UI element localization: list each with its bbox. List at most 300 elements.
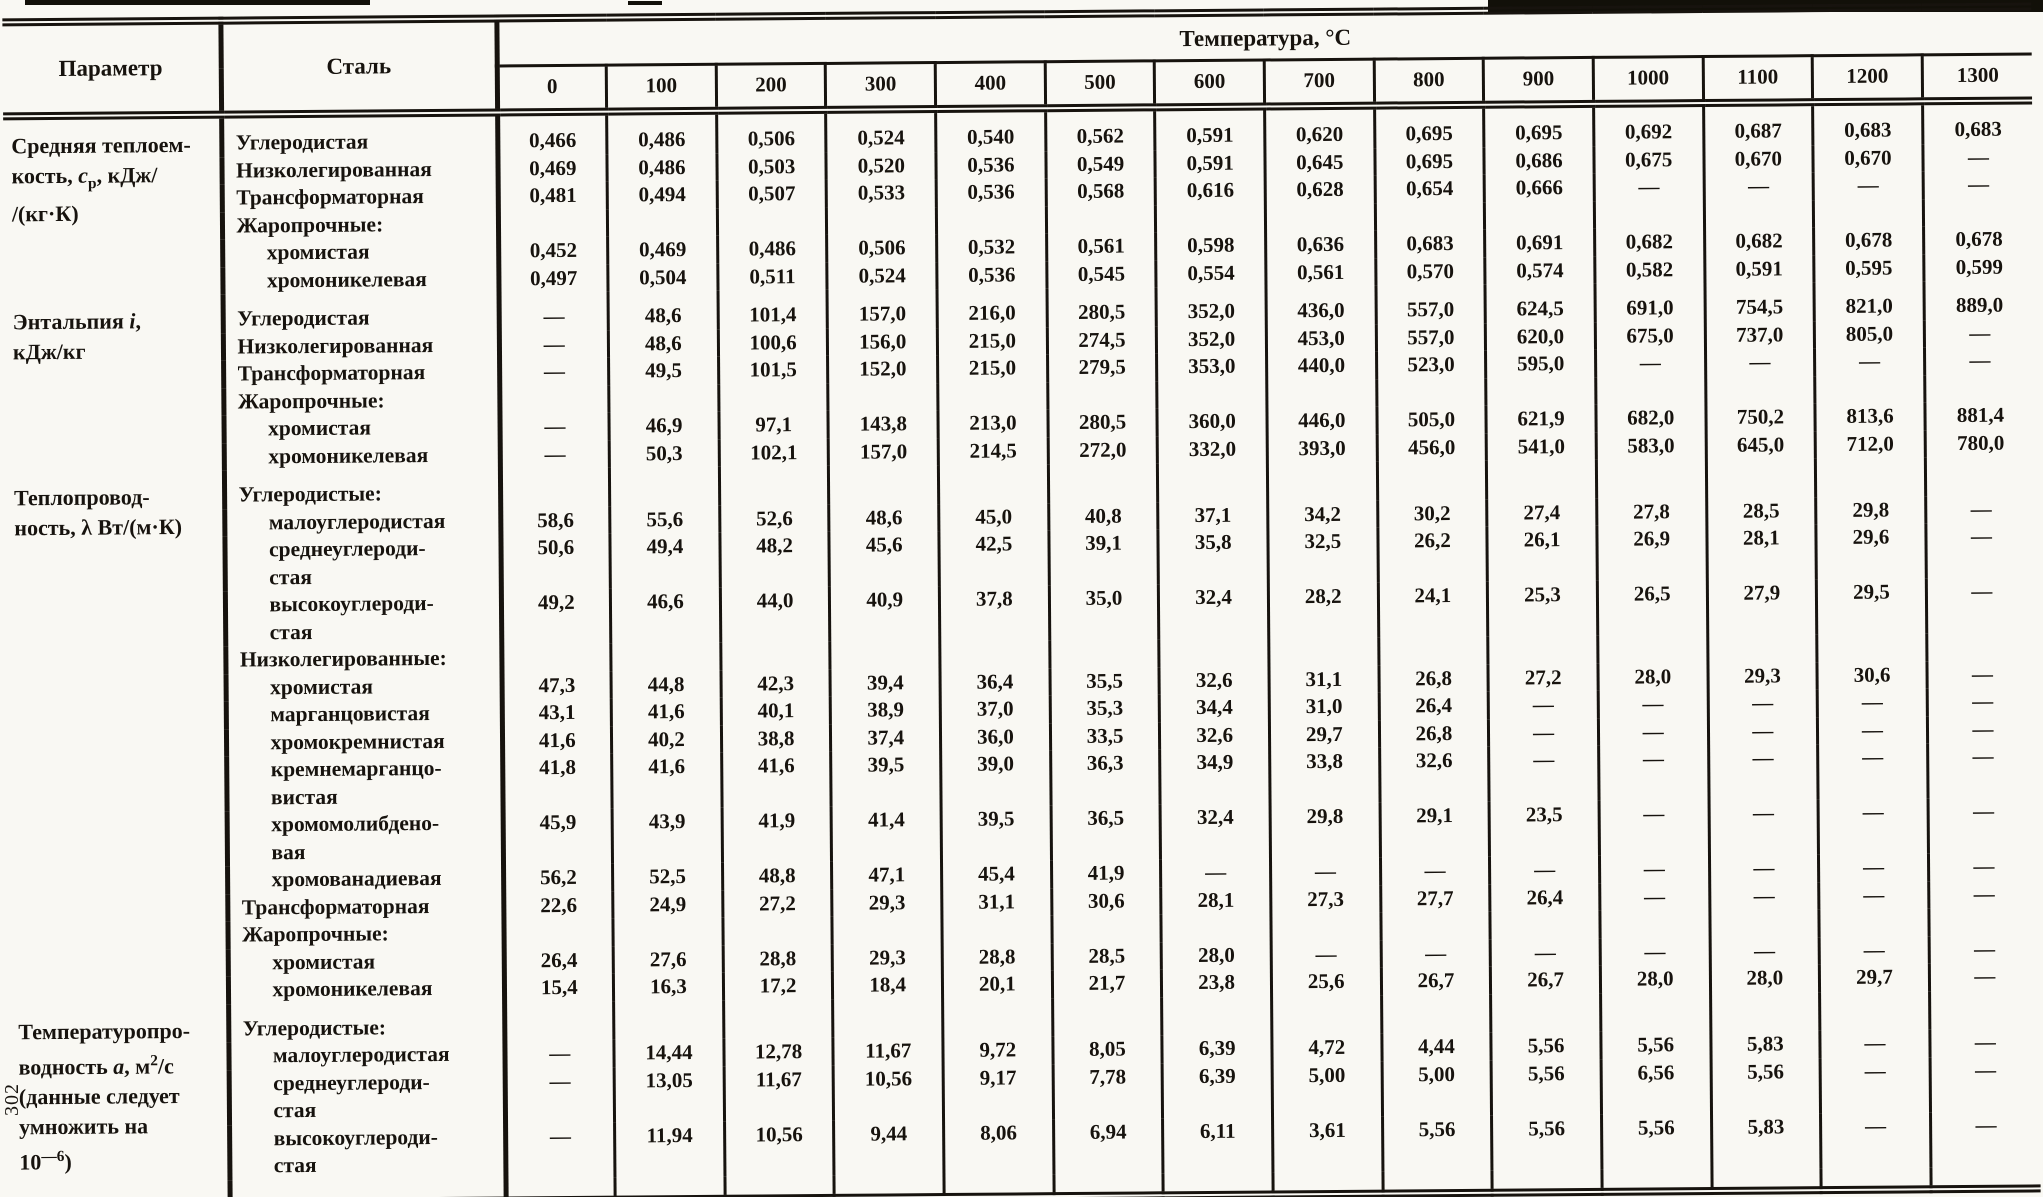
spacer-cell	[1273, 1171, 1383, 1194]
value-cell: 5,83	[1711, 1113, 1821, 1169]
value-cell: 280,5	[1047, 287, 1157, 326]
value-cell: 360,0	[1157, 407, 1267, 435]
value-cell: —	[1973, 853, 1995, 878]
value-cell: 352,0	[1157, 325, 1267, 353]
value-cell: 26,7	[1491, 966, 1601, 994]
value-cell: 0,678	[1955, 226, 2003, 252]
value-cell	[827, 207, 937, 235]
value-cell: 5,56	[1491, 1032, 1601, 1060]
value-cell: 0,695	[1484, 104, 1594, 147]
value-cell: 6,39	[1162, 1062, 1272, 1118]
value-cell: 0,562	[1045, 107, 1155, 150]
value-cell: —	[1815, 347, 1925, 375]
value-cell: 0,568	[1046, 177, 1156, 205]
value-cell: 813,6	[1815, 402, 1925, 430]
value-cell: 0,620	[1265, 106, 1375, 149]
value-cell: 37,4	[831, 724, 941, 752]
temp-header-cell: 400	[935, 62, 1045, 109]
temp-header-cell: 1300	[1922, 54, 2032, 101]
value-cell: 15,4	[504, 974, 614, 1002]
col-header-steel: Сталь	[220, 19, 497, 115]
value-cell	[1162, 996, 1272, 1035]
value-cell: —	[1599, 855, 1709, 883]
value-cell: 26,4	[1379, 692, 1489, 720]
value-cell	[830, 641, 940, 669]
value-cell: —	[1968, 171, 1990, 196]
value-cell	[719, 466, 829, 505]
value-cell: 7,78	[1053, 1063, 1163, 1119]
steel-name-cell: хромоникелевая	[222, 265, 498, 295]
value-cell: 47,1	[832, 861, 942, 889]
scan-artifact	[25, 0, 370, 5]
value-cell: 279,5	[1047, 353, 1157, 381]
value-cell: 37,0	[940, 695, 1050, 723]
value-cell: 0,524	[827, 262, 937, 290]
value-cell: 36,4	[940, 668, 1050, 696]
steel-name-cell: марганцовистая	[226, 699, 502, 729]
spacer-cell	[1711, 1168, 1821, 1191]
steel-name-cell: Углеродистая	[221, 113, 497, 158]
value-cell: 0,486	[607, 111, 717, 154]
value-cell: 28,0	[1598, 663, 1708, 691]
value-cell: 0,504	[608, 263, 718, 291]
value-cell: 0,536	[936, 151, 1046, 179]
value-cell: 0,494	[607, 181, 717, 209]
value-cell: 0,670	[1703, 145, 1813, 173]
value-cell: 49,2	[501, 589, 611, 645]
value-cell: —	[1820, 1029, 1930, 1057]
value-cell: 50,6	[500, 534, 610, 590]
temp-header-cell: 100	[606, 64, 716, 111]
value-cell: 12,78	[724, 1038, 834, 1066]
value-cell: 40,8	[1048, 502, 1158, 530]
value-cell	[498, 209, 608, 237]
value-cell: —	[1708, 744, 1818, 800]
value-cell: 29,1	[1380, 802, 1490, 858]
value-cell: 0,682	[1594, 228, 1704, 256]
value-cell: 352,0	[1156, 286, 1266, 325]
value-cell: 43,9	[612, 808, 722, 864]
value-cell: 0,695	[1375, 147, 1485, 175]
value-cell: —	[1381, 939, 1491, 967]
value-cell: 36,0	[940, 723, 1050, 751]
value-cell: —	[1708, 689, 1818, 717]
value-cell	[1706, 458, 1816, 497]
value-cell	[1490, 911, 1600, 939]
value-cell	[1052, 997, 1162, 1036]
value-cell: —	[1489, 746, 1599, 802]
value-cell	[1925, 456, 2035, 495]
value-cell: 0,574	[1485, 256, 1595, 284]
value-cell: 0,570	[1375, 257, 1485, 285]
value-cell: 805,0	[1814, 320, 1924, 348]
value-cell	[1378, 637, 1488, 665]
value-cell	[614, 1000, 724, 1039]
value-cell	[499, 385, 609, 413]
value-cell: 50,3	[609, 439, 719, 467]
value-cell: —	[1969, 347, 1991, 372]
value-cell: 32,6	[1159, 666, 1269, 694]
value-cell	[1704, 200, 1814, 228]
value-cell	[501, 644, 611, 672]
value-cell	[1485, 201, 1595, 229]
value-cell: —	[1599, 745, 1709, 801]
value-cell: 505,0	[1377, 406, 1487, 434]
steel-name-cell: Трансформаторная	[227, 892, 503, 922]
value-cell: —	[1819, 936, 1929, 964]
value-cell: —	[1594, 173, 1704, 201]
value-cell: 42,3	[721, 669, 831, 697]
value-cell: 18,4	[833, 971, 943, 999]
value-cell: 39,5	[831, 751, 941, 807]
value-cell: 35,3	[1050, 694, 1160, 722]
value-cell: 41,6	[612, 753, 722, 809]
value-cell: 26,4	[504, 946, 614, 974]
value-cell: 272,0	[1048, 436, 1158, 464]
steel-name-cell: хромованадиевая	[227, 864, 503, 894]
value-cell: 9,17	[943, 1064, 1053, 1120]
value-cell	[828, 383, 938, 411]
value-cell: 0,595	[1814, 254, 1924, 282]
temp-header-cell: 1000	[1593, 57, 1703, 104]
value-cell: 58,6	[500, 506, 610, 534]
steel-name-cell: Жаропрочные:	[222, 210, 498, 240]
value-cell	[1705, 376, 1815, 404]
value-cell: 0,554	[1156, 259, 1266, 287]
value-cell: 0,561	[1266, 258, 1376, 286]
temp-header-cell: 0	[497, 65, 607, 112]
value-cell	[1600, 910, 1710, 938]
value-cell: 17,2	[723, 972, 833, 1000]
value-cell: 22,6	[503, 891, 613, 919]
spacer-cell	[229, 1178, 505, 1197]
value-cell: 0,692	[1593, 103, 1703, 146]
value-cell	[1047, 381, 1157, 409]
value-cell: 30,6	[1051, 887, 1161, 915]
value-cell	[1817, 633, 1927, 661]
value-cell: 27,6	[613, 945, 723, 973]
value-cell: 49,4	[610, 533, 720, 589]
value-cell: —	[505, 1067, 615, 1123]
value-cell	[723, 917, 833, 945]
spacer-cell	[1931, 1166, 2041, 1189]
value-cell: 557,0	[1376, 285, 1486, 324]
value-cell: 440,0	[1267, 352, 1377, 380]
value-cell: —	[1598, 718, 1708, 746]
value-cell: 0,452	[498, 237, 608, 265]
temp-header-cell: 600	[1155, 60, 1265, 107]
value-cell: 156,0	[828, 328, 938, 356]
value-cell: 0,536	[936, 178, 1046, 206]
value-cell: 0,506	[827, 234, 937, 262]
value-cell: 523,0	[1376, 351, 1486, 379]
value-cell: 102,1	[719, 438, 829, 466]
value-cell	[936, 206, 1046, 234]
value-cell: 28,0	[1710, 964, 1820, 992]
value-cell	[1487, 460, 1597, 499]
spacer-cell	[1163, 1172, 1273, 1195]
value-cell: 48,8	[722, 862, 832, 890]
value-cell: 35,8	[1158, 528, 1268, 584]
value-cell: 40,1	[721, 697, 831, 725]
value-cell: 446,0	[1267, 407, 1377, 435]
value-cell: 40,2	[612, 725, 722, 753]
value-cell: 28,8	[942, 943, 1052, 971]
value-cell: 26,8	[1379, 719, 1489, 747]
value-cell: 36,3	[1050, 749, 1160, 805]
steel-name-cell: малоуглеродистая	[224, 507, 500, 537]
value-cell: 152,0	[828, 355, 938, 383]
value-cell	[719, 383, 829, 411]
value-cell: 52,6	[719, 504, 829, 532]
value-cell: 0,540	[936, 108, 1046, 151]
temp-header-cell: 800	[1374, 58, 1484, 105]
value-cell: 0,591	[1155, 106, 1265, 149]
value-cell: —	[1600, 883, 1710, 911]
spacer-cell	[725, 1175, 835, 1197]
value-cell: —	[1599, 800, 1709, 856]
value-cell: 39,0	[941, 750, 1051, 806]
value-cell: 6,11	[1163, 1117, 1273, 1173]
scan-artifact	[628, 1, 662, 5]
value-cell: 16,3	[614, 973, 724, 1001]
value-cell: 27,9	[1707, 579, 1817, 635]
value-cell	[938, 464, 1048, 503]
value-cell: —	[1709, 882, 1819, 910]
value-cell	[609, 384, 719, 412]
value-cell: 28,1	[1161, 886, 1271, 914]
value-cell: 46,6	[610, 588, 720, 644]
value-cell: —	[1818, 716, 1928, 744]
value-cell: 39,5	[941, 805, 1051, 861]
steel-name-cell: Трансформаторная	[223, 359, 499, 389]
spacer-cell	[11, 1180, 229, 1197]
steel-name-cell: Углеродистая	[223, 293, 499, 334]
value-cell: —	[1270, 858, 1380, 886]
value-cell: 39,4	[830, 669, 940, 697]
value-cell	[1925, 374, 2035, 402]
value-cell: 274,5	[1047, 326, 1157, 354]
value-cell: 28,8	[723, 944, 833, 972]
value-cell: 28,0	[1600, 965, 1710, 993]
value-cell: 32,4	[1159, 583, 1269, 639]
value-cell: 48,2	[720, 532, 830, 588]
value-cell	[1158, 462, 1268, 501]
value-cell: —	[1490, 856, 1600, 884]
value-cell	[1265, 203, 1375, 231]
value-cell	[608, 208, 718, 236]
value-cell: 0,683	[1375, 230, 1485, 258]
value-cell: 40,9	[830, 586, 940, 642]
value-cell: —	[1489, 718, 1599, 746]
value-cell: 889,0	[1955, 292, 2004, 318]
value-cell: 37,1	[1158, 501, 1268, 529]
value-cell: —	[1710, 937, 1820, 965]
value-cell: 557,0	[1376, 323, 1486, 351]
value-cell: 0,503	[717, 152, 827, 180]
value-cell: 26,4	[1490, 883, 1600, 911]
parameter-cell: Теплопровод- ность, λ Вт/(м·К)	[6, 471, 228, 1006]
value-cell: 0,486	[717, 235, 827, 263]
value-cell: 27,7	[1380, 884, 1490, 912]
steel-name-cell: хромокремнистая	[226, 727, 502, 757]
value-cell: 33,8	[1270, 748, 1380, 804]
value-cell: 353,0	[1157, 352, 1267, 380]
value-cell: 881,4	[1956, 402, 2005, 428]
value-cell: —	[1970, 496, 1992, 521]
steel-name-cell: хромомолибдено- вая	[227, 809, 503, 866]
value-cell: 621,9	[1486, 405, 1596, 433]
value-cell: 691,0	[1595, 283, 1705, 322]
steel-name-cell: малоуглеродистая	[228, 1040, 504, 1070]
steel-name-cell: Низколегированная	[221, 155, 497, 185]
value-cell: —	[1820, 1057, 1930, 1113]
value-cell: 100,6	[718, 328, 828, 356]
value-cell: —	[499, 413, 609, 441]
value-cell: 216,0	[937, 288, 1047, 327]
value-cell: —	[1972, 716, 1994, 741]
value-cell: 0,520	[826, 152, 936, 180]
value-cell: 620,0	[1486, 322, 1596, 350]
value-cell: 23,5	[1489, 801, 1599, 857]
value-cell	[1815, 375, 1925, 403]
value-cell: 44,0	[720, 587, 830, 643]
value-cell: 436,0	[1266, 286, 1376, 325]
table-header	[2, 6, 2032, 116]
steel-name-cell: Углеродистые:	[224, 468, 500, 509]
value-cell: 27,4	[1487, 498, 1597, 526]
spacer-cell	[1602, 1169, 1712, 1192]
value-cell: 8,06	[944, 1119, 1054, 1175]
value-cell: 10,56	[834, 1065, 944, 1121]
value-cell: 0,645	[1265, 148, 1375, 176]
value-cell: 21,7	[1052, 969, 1162, 997]
value-cell: 675,0	[1595, 322, 1705, 350]
value-cell: —	[1595, 349, 1705, 377]
value-cell: 32,6	[1379, 747, 1489, 803]
value-cell: 0,469	[497, 154, 607, 182]
value-cell	[500, 468, 610, 507]
steel-name-cell: Жаропрочные:	[223, 386, 499, 416]
value-cell: —	[1380, 857, 1490, 885]
value-cell: 25,6	[1271, 968, 1381, 996]
value-cell: 0,481	[498, 182, 608, 210]
value-cell: 9,72	[943, 1036, 1053, 1064]
steel-properties-table	[2, 2, 2040, 1197]
value-cell: —	[1161, 858, 1271, 886]
value-cell: 0,506	[716, 110, 826, 153]
value-cell: 750,2	[1705, 403, 1815, 431]
value-cell: 48,6	[829, 504, 939, 532]
value-cell: 0,666	[1484, 174, 1594, 202]
value-cell: 29,8	[1270, 803, 1380, 859]
value-cell	[1048, 463, 1158, 502]
value-cell: 213,0	[938, 409, 1048, 437]
value-cell: 41,6	[502, 726, 612, 754]
value-cell: 34,4	[1160, 693, 1270, 721]
steel-name-cell: хромоникелевая	[224, 441, 500, 471]
value-cell	[1598, 635, 1708, 663]
value-cell: 624,5	[1485, 284, 1595, 323]
value-cell	[613, 918, 723, 946]
temp-header-cell: 1100	[1703, 56, 1813, 103]
value-cell: 0,686	[1484, 146, 1594, 174]
value-cell: 0,532	[937, 233, 1047, 261]
value-cell: 31,1	[942, 888, 1052, 916]
value-cell: 6,94	[1053, 1118, 1163, 1174]
spacer-cell	[505, 1177, 615, 1197]
value-cell: 8,05	[1053, 1035, 1163, 1063]
steel-name-cell: Трансформаторная	[222, 183, 498, 213]
spacer-cell	[1821, 1167, 1931, 1190]
value-cell	[610, 467, 720, 506]
value-cell	[1596, 377, 1706, 405]
value-cell: 0,695	[1374, 105, 1484, 148]
value-cell: 157,0	[829, 438, 939, 466]
steel-name-cell: высокоуглероди- стая	[225, 589, 501, 646]
value-cell: 28,0	[1161, 941, 1271, 969]
value-cell	[723, 999, 833, 1038]
value-cell: 821,0	[1814, 281, 1924, 320]
value-cell: 0,691	[1485, 229, 1595, 257]
value-cell: 0,616	[1155, 176, 1265, 204]
value-cell: 32,6	[1160, 721, 1270, 749]
value-cell: 682,0	[1596, 404, 1706, 432]
value-cell	[1161, 913, 1271, 941]
value-cell	[1381, 912, 1491, 940]
value-cell: 48,6	[608, 329, 718, 357]
value-cell: —	[505, 1122, 615, 1178]
value-cell: —	[1972, 743, 1994, 768]
temp-header-cell: 300	[826, 63, 936, 110]
value-cell: —	[1600, 938, 1710, 966]
value-cell	[1156, 204, 1266, 232]
value-cell: 393,0	[1267, 434, 1377, 462]
value-cell: 101,5	[718, 356, 828, 384]
value-cell: —	[1969, 320, 1991, 345]
value-cell: —	[1975, 1112, 1997, 1137]
steel-name-cell: хромоникелевая	[228, 974, 504, 1004]
value-cell: —	[1819, 853, 1929, 881]
value-cell: 6,39	[1162, 1034, 1272, 1062]
value-cell	[1707, 634, 1817, 662]
value-cell: 36,5	[1051, 804, 1161, 860]
value-cell: —	[1818, 798, 1928, 854]
value-cell: 26,9	[1597, 525, 1707, 581]
value-cell: —	[1972, 798, 1995, 823]
value-cell	[1271, 913, 1381, 941]
value-cell: 48,6	[608, 291, 718, 330]
value-cell: 780,0	[1956, 430, 2005, 455]
value-cell: —	[1971, 661, 1994, 686]
value-cell	[1046, 205, 1156, 233]
value-cell: —	[1819, 881, 1929, 909]
value-cell: 4,72	[1272, 1034, 1382, 1062]
value-cell: —	[1271, 940, 1381, 968]
value-cell	[611, 643, 721, 671]
value-cell	[833, 999, 943, 1038]
steel-name-cell: среднеуглероди- стая	[224, 534, 500, 591]
value-cell: 39,1	[1049, 529, 1159, 585]
value-cell: 332,0	[1158, 435, 1268, 463]
value-cell: 35,5	[1050, 667, 1160, 695]
value-cell	[1049, 639, 1159, 667]
value-cell	[1709, 909, 1819, 937]
value-cell: —	[1817, 688, 1927, 716]
value-cell	[1157, 380, 1267, 408]
value-cell	[1052, 914, 1162, 942]
value-cell	[1710, 992, 1820, 1031]
